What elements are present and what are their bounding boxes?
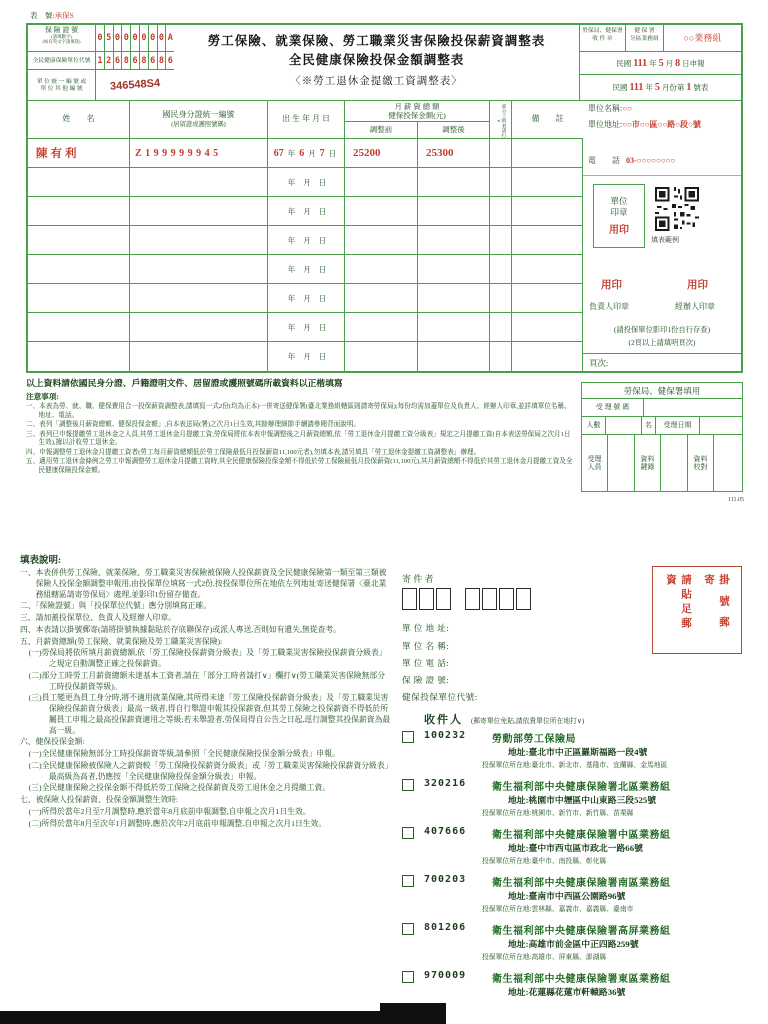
sender-label: 寄 件 者 xyxy=(402,574,434,584)
phone-label: 電 話 xyxy=(588,156,620,165)
zip-box[interactable] xyxy=(402,588,417,610)
zip-box[interactable] xyxy=(436,588,451,610)
sender-address-label: 單 位 地 址: xyxy=(402,623,450,633)
cell-name xyxy=(28,168,130,196)
postage-line2: 掛 號 郵 寄 xyxy=(703,574,729,631)
recipient-address: 地址:花蓮縣花蓮市軒轅路36號 xyxy=(508,987,626,997)
digit-cell: 0 xyxy=(113,25,122,51)
member-table-body xyxy=(28,101,741,371)
col-header-before: 調整前 xyxy=(345,122,418,138)
cell-salary-after xyxy=(418,284,490,312)
recipient-item xyxy=(396,826,760,874)
receipt-stamp-label1: 勞保局、健保署 xyxy=(582,28,623,34)
sheet-label: 年 xyxy=(645,83,653,93)
zip-box[interactable] xyxy=(516,588,531,610)
table-row xyxy=(28,168,583,197)
col-header-note: 備 註 xyxy=(531,114,564,124)
recipient-item xyxy=(396,778,760,826)
report-date-row xyxy=(580,52,741,76)
cell-salary-after: 25300 xyxy=(418,139,490,167)
sheet-label: 號表 xyxy=(693,83,709,93)
form-number-label: 表 號: xyxy=(30,11,55,20)
cell-parttime-check xyxy=(490,284,512,312)
cell-note xyxy=(512,139,583,167)
digit-cell: 2 xyxy=(104,52,113,70)
col-header-after: 調整後 xyxy=(442,125,465,135)
keyin-label: 資料鍵錄 xyxy=(635,435,661,491)
qr-code xyxy=(655,187,699,231)
cell-note xyxy=(512,313,583,341)
notice-block xyxy=(26,376,574,477)
cell-name xyxy=(28,255,130,283)
scan-artifact-bar xyxy=(380,1003,446,1024)
cell-note xyxy=(512,342,583,371)
unit-number-row xyxy=(28,70,174,100)
recipient-name: 衛生福利部中央健康保險署北區業務組 xyxy=(492,782,671,793)
recipient-checkbox[interactable] xyxy=(402,827,414,839)
sender-cert-label: 保 險 證 號: xyxy=(402,675,450,685)
recipient-address: 地址:臺中市西屯區市政北一路66號 xyxy=(508,843,643,853)
form-title-line1: 勞工保險、就業保險、勞工職業災害保險投保薪資調整表 xyxy=(207,34,546,48)
digit-cell: 6 xyxy=(165,52,174,70)
recipient-zipcode: 320216 xyxy=(424,778,467,789)
official-use-box xyxy=(581,382,743,492)
recipient-service-area: 投保單位所在地:桃園市、新竹市、新竹縣、苗栗縣 xyxy=(482,810,634,817)
recipient-name: 衛生福利部中央健康保險署中區業務組 xyxy=(492,830,671,841)
stamp-and-date-block xyxy=(580,25,741,100)
page-number-label: 頁次: xyxy=(589,357,609,368)
digit-cell: A xyxy=(165,25,174,51)
digit-cell: 0 xyxy=(157,25,166,51)
zip-box[interactable] xyxy=(499,588,514,610)
sheet-label: 月份第 xyxy=(661,83,685,93)
cell-salary-before: 25200 xyxy=(345,139,418,167)
recipient-zipcode: 407666 xyxy=(424,826,467,837)
insurance-cert-label: 保 險 證 號 xyxy=(44,26,79,34)
digit-cell: 5 xyxy=(104,25,113,51)
cell-name xyxy=(28,313,130,341)
instruction-subitem: (一)所得於當年2月至7月調整時,應於當年8月底前申報調整,自申報之次月1日生效。 xyxy=(28,806,311,816)
staff-blank xyxy=(608,435,635,491)
unit-number-label1: 單 位 統 一 編 號 或 xyxy=(36,79,87,86)
digit-cell: 8 xyxy=(139,52,148,70)
col-header-salary1: 月 薪 資 總 額 xyxy=(394,102,440,111)
unit-address-value: ○○市○○區○○路○段○號 xyxy=(622,120,701,129)
instruction-item: 二、「保險證號」與「投保單位代號」應分別填寫正確。 xyxy=(20,601,212,611)
branch-office-value: ○○業務組 xyxy=(683,33,722,44)
recipient-service-area: 投保單位所在地:臺北市、新北市、基隆市、宜蘭縣、金馬地區 xyxy=(482,762,668,769)
instruction-subitem: (二)全民健康保險被保險人之薪資較「勞工保險投保薪資分級表」或「勞工職業災害保險投保薪資分級表」最高級為高者,仍應按「全民健康保險投保金額分級表」申報。 xyxy=(28,760,389,781)
instruction-subitem: (三)全民健康保險之投保金額不得低於勞工保險之投保薪資及勞工退休金之月提繳工資。 xyxy=(28,783,331,793)
recipient-address: 地址:桃園市中壢區中山東路三段525號 xyxy=(508,795,657,805)
unit-info-panel xyxy=(583,101,741,371)
form-number xyxy=(30,10,74,21)
zip-box[interactable] xyxy=(419,588,434,610)
recipient-name: 衛生福利部中央健康保險署南區業務組 xyxy=(492,878,671,889)
sheet-label: 民國 xyxy=(612,83,628,93)
recipient-service-area: 投保單位所在地:雲林縣、嘉義市、嘉義縣、臺南市 xyxy=(482,906,634,913)
cell-birthdate: 年 月 日 xyxy=(268,197,345,225)
receipt-stamp-label2: 收 件 章 xyxy=(592,35,613,42)
official-use-title: 勞保局、健保署填用 xyxy=(582,383,742,399)
cell-parttime-check xyxy=(490,342,512,371)
divider xyxy=(583,175,741,176)
table-row xyxy=(28,226,583,255)
count-label: 人數 xyxy=(582,417,606,434)
notice-item: 四、申報調整勞工退休金月提繳工資者(勞工每月薪資總額低於勞工保險最低月投保薪資11,100元者),勿填本表,請另填具「勞工退休金提繳工資調整表」辦理。 xyxy=(26,448,481,456)
health-code-label: 全民健康保險單位代號 xyxy=(28,52,96,70)
form-version: 111.05 xyxy=(727,497,744,503)
recipient-item xyxy=(396,922,760,970)
insurance-cert-row xyxy=(28,25,174,52)
accept-date-blank xyxy=(700,417,742,434)
unit-stamp-label: 單位印章 xyxy=(610,196,628,217)
date-label: 月 xyxy=(665,58,674,68)
cell-note xyxy=(512,255,583,283)
table-row xyxy=(28,139,583,168)
form-title-line2: 全民健康保險投保金額調整表 xyxy=(288,53,465,68)
cell-name: 陳有利 xyxy=(28,139,130,167)
recipient-zipcode: 970009 xyxy=(424,970,467,981)
col-header-parttime: 部分工時者請打∨ xyxy=(495,103,506,138)
cell-id xyxy=(130,197,268,225)
page-number-row xyxy=(583,353,741,371)
date-label: 民國 xyxy=(616,58,632,68)
cell-id xyxy=(130,313,268,341)
recipient-name: 衛生福利部中央健康保險署高屏業務組 xyxy=(492,926,671,937)
sender-name-label: 單 位 名 稱: xyxy=(402,641,450,651)
col-header-birthdate: 出 生 年 月 日 xyxy=(268,101,345,138)
unit-name-label: 單位名稱: xyxy=(588,104,623,113)
cell-name xyxy=(28,284,130,312)
cell-salary-after xyxy=(418,168,490,196)
main-table xyxy=(26,23,743,373)
cell-birthdate: 年 月 日 xyxy=(268,255,345,283)
cell-parttime-check xyxy=(490,226,512,254)
accept-date-label: 受理日期 xyxy=(656,417,700,434)
member-table-header xyxy=(28,101,583,139)
notice-title: 注意事項: xyxy=(26,392,59,401)
copy-note1: (請投保單位影印1份自行存查) xyxy=(613,325,711,334)
branch-label2: 分區業務組 xyxy=(629,35,659,42)
cell-id xyxy=(130,342,268,371)
recipient-address: 地址:臺南市中西區公園路96號 xyxy=(508,891,626,901)
check-label: 資料校對 xyxy=(688,435,714,491)
insurance-cert-digit-boxes xyxy=(96,25,174,51)
postage-notice-box xyxy=(652,566,742,654)
unit-stamp-box xyxy=(593,184,645,248)
count-blank xyxy=(606,417,642,434)
cell-salary-after xyxy=(418,342,490,371)
cell-birthdate: 年 月 日 xyxy=(268,313,345,341)
insurance-cert-note2: (如有英文字請填寫) xyxy=(42,39,81,45)
scan-artifact-bar xyxy=(0,1011,388,1024)
form-title xyxy=(174,25,580,100)
zip-box[interactable] xyxy=(465,588,480,610)
accept-number-label: 受 理 號 碼 xyxy=(582,399,644,416)
cell-parttime-check xyxy=(490,168,512,196)
cell-salary-before xyxy=(345,342,418,371)
cell-birthdate: 年 月 日 xyxy=(268,284,345,312)
digit-cell: 0 xyxy=(121,25,130,51)
table-row xyxy=(28,342,583,371)
sheet-month: 5 xyxy=(654,82,660,94)
code-block xyxy=(28,25,174,100)
recipient-note: (郵寄單位免貼,請依貴單位所在地打∨) xyxy=(471,718,585,725)
recipient-zipcode: 700203 xyxy=(424,874,467,885)
cell-salary-after xyxy=(418,313,490,341)
fill-instructions xyxy=(20,552,392,830)
zip-box[interactable] xyxy=(482,588,497,610)
table-top-band xyxy=(28,25,741,101)
instruction-item: 三、請加蓋投保單位、負責人及經辦人印章。 xyxy=(20,613,176,622)
sender-tel-label: 單 位 電 話: xyxy=(402,658,450,668)
instruction-item: 一、本表併供勞工保險、就業保險、勞工職業災害保險被保險人投保薪資及全民健康保險第一類至第三類被保險人投保金額調整申報用,由投保單位填寫一式2份,按投保單位所在地依左列地址寄送健保署〈臺北業務組轄區請寄勞保局〉處理,並影印1份留存備查。 xyxy=(20,568,387,599)
form-title-line3: 〈※勞工退休金提繳工資調整表〉 xyxy=(290,75,463,87)
mailing-panel xyxy=(396,552,760,1022)
notice-item: 五、適用勞工退休金條例之勞工申報調整勞工退休金月提繳工資時,其全民健康保險投保金額不得低於勞工保險最低月投保薪資(11,100元),其月薪資總額不得低於其勞工退休金月提繳工資及全民健康保險投保金額。 xyxy=(26,458,573,474)
cell-parttime-check xyxy=(490,139,512,167)
col-header-id-note: (居留證或護照號碼) xyxy=(171,120,226,128)
handler-seal-placeholder: 用印 xyxy=(687,280,708,291)
cell-salary-before xyxy=(345,313,418,341)
cell-salary-before xyxy=(345,226,418,254)
instruction-subitem: (一)勞保局將依所填月薪資總額,依「勞工保險投保薪資分級表」及「勞工職業災害保險投保薪資分級表」之規定自動調整正確之投保薪資。 xyxy=(28,648,387,668)
report-month: 5 xyxy=(658,57,664,69)
cell-id xyxy=(130,284,268,312)
recipient-checkbox[interactable] xyxy=(402,971,414,983)
sender-zip-boxes xyxy=(402,588,533,610)
copy-note2: (2頁以上請填明頁次) xyxy=(628,338,696,347)
notice-item: 一、本表為勞、就、職、健保費用合一投保薪資調整表,請填寫一式2份(均為正本)一併寄送健保署(臺北業務組轄區則請寄勞保局);每份均需加蓋單位及負責人、經辦人印章,並詳填單位名稱、地址、電話。 xyxy=(26,403,571,419)
cell-salary-before xyxy=(345,197,418,225)
digit-cell: 0 xyxy=(148,25,157,51)
instruction-subitem: (二)部分工時勞工月薪資總額未達基本工資者,請在「部分工時者請打∨」欄打∨(勞工職業災害保險無部分工時投保薪資等級)。 xyxy=(28,670,385,691)
sheet-year: 111 xyxy=(629,82,644,94)
instruction-item: 六、健保投保金額: xyxy=(20,737,85,747)
cell-note xyxy=(512,226,583,254)
col-header-salary2: 健保投保金額(元) xyxy=(388,111,446,120)
digit-cell: 6 xyxy=(148,52,157,70)
unit-number-value: 346548S4 xyxy=(109,77,161,93)
phone-value: 03-○○○○○○○○ xyxy=(626,156,676,165)
keyin-blank xyxy=(661,435,688,491)
digit-cell: 8 xyxy=(157,52,166,70)
recipient-name: 勞動部勞工保險局 xyxy=(492,734,576,745)
recipient-address: 地址:臺北市中正區羅斯福路一段4號 xyxy=(508,747,648,757)
instruction-subitem: (一)全民健康保險無部分工時投保薪資等級,請參照「全民健康保險投保金額分級表」申報。 xyxy=(28,749,340,758)
owner-seal-label: 負責人印章 xyxy=(589,302,629,311)
cell-salary-before xyxy=(345,168,418,196)
cell-birthdate: 年 月 日 xyxy=(268,168,345,196)
cell-birthdate: 年 月 日 xyxy=(268,342,345,371)
recipient-zipcode: 801206 xyxy=(424,922,467,933)
recipient-zipcode: 100232 xyxy=(424,730,467,741)
cell-name xyxy=(28,342,130,371)
count-unit-label: 名 xyxy=(642,417,656,434)
health-code-digit-boxes xyxy=(96,52,174,70)
notice-item: 二、表列「調整後月薪資總額、健保投保金額」,自本表送局(署)之次月1日生效,其餘辦理細節手續請參閱背面說明。 xyxy=(26,421,361,429)
unit-address-label: 單位地址: xyxy=(588,120,623,129)
recipient-item xyxy=(396,730,760,778)
instructions-page xyxy=(14,552,762,1022)
date-label: 日申報 xyxy=(682,58,705,68)
instruction-item: 四、本表請以掛號郵寄(請將掛號執據黏貼於存底聯保存)或派人專送,否則如有遺失,無從查考。 xyxy=(20,624,341,634)
recipient-title: 收件人 xyxy=(424,714,463,726)
col-header-id: 國民身分證統一編號 xyxy=(162,110,235,120)
form-number-value: 承保S xyxy=(54,11,74,20)
instruction-subitem: (三)員工變更為員工身分時,將不適用就業保險,其所得未達「勞工保險投保薪資分級表」及「勞工職業災害保險投保薪資分級表」最高一級者,得自行舉證申報其投保薪資,但其勞工保險之投保薪資不得低於所屬員工申報之最高投保薪資適用之等級;若未舉證者,勞保局得自公告之日起,逕行調整其投保薪資為最高一級。 xyxy=(28,693,391,735)
cell-note xyxy=(512,168,583,196)
adjustment-form-page1 xyxy=(26,10,744,544)
member-table xyxy=(28,101,583,371)
cell-name xyxy=(28,197,130,225)
digit-cell: 6 xyxy=(113,52,122,70)
unit-stamp-seal: 用印 xyxy=(609,224,629,236)
recipient-address: 地址:高雄市前金區中正四路259號 xyxy=(508,939,639,949)
cell-note xyxy=(512,197,583,225)
check-blank xyxy=(714,435,742,491)
instruction-item: 五、月薪資總額(勞工保險、就業保險及勞工職業災害保險): xyxy=(20,636,223,646)
cell-salary-after xyxy=(418,255,490,283)
cell-salary-before xyxy=(345,255,418,283)
cell-birthdate: 67 年 6 月 7 日 xyxy=(268,139,345,167)
table-row xyxy=(28,284,583,313)
digit-cell: 6 xyxy=(130,52,139,70)
cell-id xyxy=(130,226,268,254)
instruction-subitem: (二)所得於當年8月至次年1月調整時,應於次年2月底前申報調整,自申報之次月1日生效。 xyxy=(28,818,327,828)
cell-birthdate: 年 月 日 xyxy=(268,226,345,254)
cell-salary-before xyxy=(345,284,418,312)
postage-line1: 請貼足郵資 xyxy=(665,574,691,632)
table-row xyxy=(28,255,583,284)
digit-cell: 1 xyxy=(97,55,103,66)
date-label: 年 xyxy=(649,58,657,68)
col-header-name: 姓 名 xyxy=(28,101,130,138)
notice-item: 三、表列已申報提繳勞工退休金之人員,其勞工退休金月提繳工資,勞保局將依本表申報調整後之月薪資總額,依「勞工退休金月提繳工資分級表」規定之月提繳工資(自本表送勞保局之次月1日生效),據以計收勞工退休金。 xyxy=(26,430,571,447)
cell-name xyxy=(28,226,130,254)
recipient-checkbox[interactable] xyxy=(402,731,414,743)
recipient-service-area: 投保單位所在地:臺中市、南投縣、彰化縣 xyxy=(482,858,607,865)
unit-name-value: ○○ xyxy=(622,104,632,113)
sheet-number-row xyxy=(580,75,741,100)
staff-label: 受理人員 xyxy=(582,435,608,491)
receipt-stamp-row xyxy=(580,25,741,52)
table-row xyxy=(28,197,583,226)
accept-number-blank xyxy=(644,399,742,416)
health-code-row xyxy=(28,52,174,71)
report-year: 111 xyxy=(633,57,648,69)
cell-parttime-check xyxy=(490,197,512,225)
cell-id xyxy=(130,255,268,283)
cell-salary-after xyxy=(418,197,490,225)
upper-note: 以上資料請依國民身分證、戶籍證明文件、居留證或護照號碼所載資料以正楷填寫 xyxy=(26,378,343,388)
cell-id xyxy=(130,168,268,196)
sender-code-label: 健保投保單位代號: xyxy=(402,692,478,702)
recipient-item xyxy=(396,970,760,1018)
digit-cell: 0 xyxy=(97,32,103,43)
digit-cell: 0 xyxy=(130,25,139,51)
recipient-checkbox[interactable] xyxy=(402,923,414,935)
qr-caption: 填表範例 xyxy=(651,236,679,244)
table-row xyxy=(28,313,583,342)
cell-id: Z199999945 xyxy=(130,139,268,167)
cell-parttime-check xyxy=(490,313,512,341)
unit-number-label2: 單 位 其 他 編 號 xyxy=(40,85,83,92)
recipient-name: 衛生福利部中央健康保險署東區業務組 xyxy=(492,974,671,985)
cell-salary-after xyxy=(418,226,490,254)
recipient-item xyxy=(396,874,760,922)
cell-note xyxy=(512,284,583,312)
sheet-serial: 1 xyxy=(686,82,692,94)
fill-instructions-title: 填表說明: xyxy=(20,556,62,566)
recipient-service-area: 投保單位所在地:高雄市、屏東縣、澎湖縣 xyxy=(482,954,607,961)
report-day: 8 xyxy=(675,57,681,69)
recipient-header xyxy=(424,710,584,728)
insurance-cert-note1: (請填數字) xyxy=(51,34,72,40)
recipient-checkbox[interactable] xyxy=(402,779,414,791)
branch-label1: 健 保 署 xyxy=(634,28,655,34)
digit-cell: 0 xyxy=(139,25,148,51)
digit-cell: 8 xyxy=(121,52,130,70)
cell-parttime-check xyxy=(490,255,512,283)
recipient-checkbox[interactable] xyxy=(402,875,414,887)
handler-seal-label: 經辦人印章 xyxy=(675,302,715,311)
owner-seal-placeholder: 用印 xyxy=(601,280,622,291)
instruction-item: 七、被保險人投保薪資、投保金額調整生效時: xyxy=(20,795,179,804)
